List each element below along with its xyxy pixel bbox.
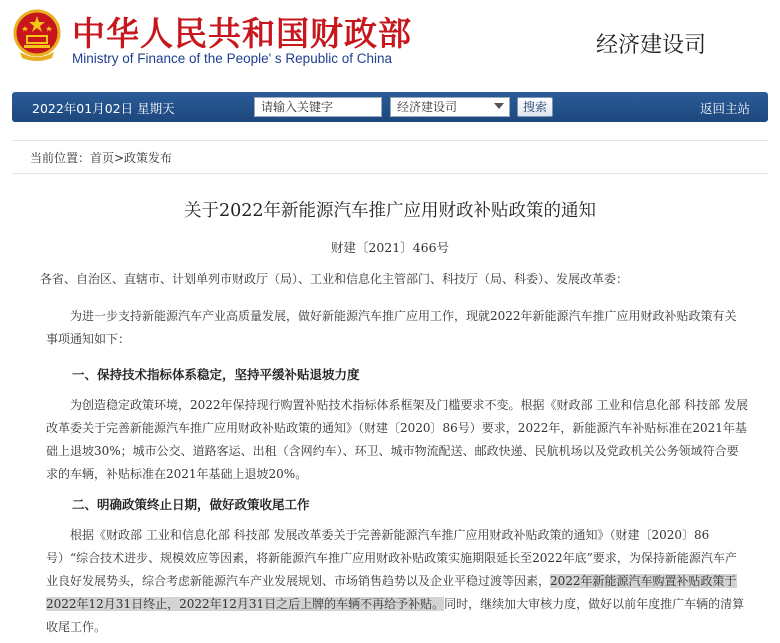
section-2-body — [46, 524, 748, 639]
breadcrumb[interactable]: 当前位置：首页>政策发布 — [30, 151, 173, 165]
section-1-heading: 一、保持技术指标体系稳定，坚持平缓补贴退坡力度 — [72, 367, 360, 382]
section-2-heading: 二、明确政策终止日期，做好政策收尾工作 — [72, 497, 310, 512]
department-select-value: 经济建设司 — [397, 100, 458, 114]
nav-bar — [12, 92, 768, 122]
highlighted-text: 2022年新能源汽车购置补贴政策于2022年12月31日终止，2022年12月31日之后上牌的车辆不再给予补贴。 — [46, 574, 737, 611]
intro-paragraph: 为进一步支持新能源汽车产业高质量发展，做好新能源汽车推广应用工作，现就2022年新能源汽车推广应用财政补贴政策有关事项通知如下： — [46, 309, 737, 346]
national-emblem-icon — [12, 8, 62, 64]
section-1-body: 为创造稳定政策环境，2022年保持现行购置补贴技术指标体系框架及门槛要求不变。根据《财政部 工业和信息化部 科技部 发展改革委关于完善新能源汽车推广应用财政补贴政策的通知》（财建〔2020〕86号）要求，2022年，新能源汽车补贴标准在2021年基础上退坡30%；城市公交、道路客运、出租（含网约车）、环卫、城市物流配送、邮政快递、民航机场以及党政机关公务领域符合要求的车辆，补贴标准在2021年基础上退坡20%。 — [46, 398, 748, 481]
search-button[interactable]: 搜索 — [517, 97, 553, 117]
home-link[interactable]: 返回主站 — [699, 101, 750, 116]
department-select[interactable] — [390, 97, 510, 117]
current-date: 2022年01月02日 星期天 — [32, 101, 175, 116]
page-title: 关于2022年新能源汽车推广应用财政补贴政策的通知 — [183, 201, 597, 221]
divider — [12, 173, 768, 174]
document-number: 财建〔2021〕466号 — [330, 240, 450, 255]
addressees: 各省、自治区、直辖市、计划单列市财政厅（局）、工业和信息化主管部门、科技厅（局、科委）、发展改革委： — [40, 272, 629, 286]
search-input[interactable]: 请输入关键字 — [254, 97, 382, 117]
site-header — [0, 0, 780, 92]
section-2-body-b: 同时，继续加大审核力度，做好以前年度推广车辆的清算收尾工作。 — [46, 597, 745, 634]
ministry-name-en: Ministry of Finance of the People' s Republic of China — [72, 51, 392, 66]
section-2-body-a: 根据《财政部 工业和信息化部 科技部 发展改革委关于完善新能源汽车推广应用财政补贴政策的通知》（财建〔2020〕86号）“综合技术进步、规模效应等因素，将新能源汽车推广应用财政补贴政策实施期限延长至2022年底”要求，为保持新能源汽车产业良好发展势头，综合考虑新能源汽车产业发展规划、市场销售趋势以及企业平稳过渡等因素， — [46, 528, 737, 588]
department-name: 经济建设司 — [596, 33, 707, 58]
article-content — [12, 140, 768, 643]
chevron-down-icon — [494, 103, 504, 109]
ministry-name-cn: 中华人民共和国财政部 — [72, 14, 412, 53]
